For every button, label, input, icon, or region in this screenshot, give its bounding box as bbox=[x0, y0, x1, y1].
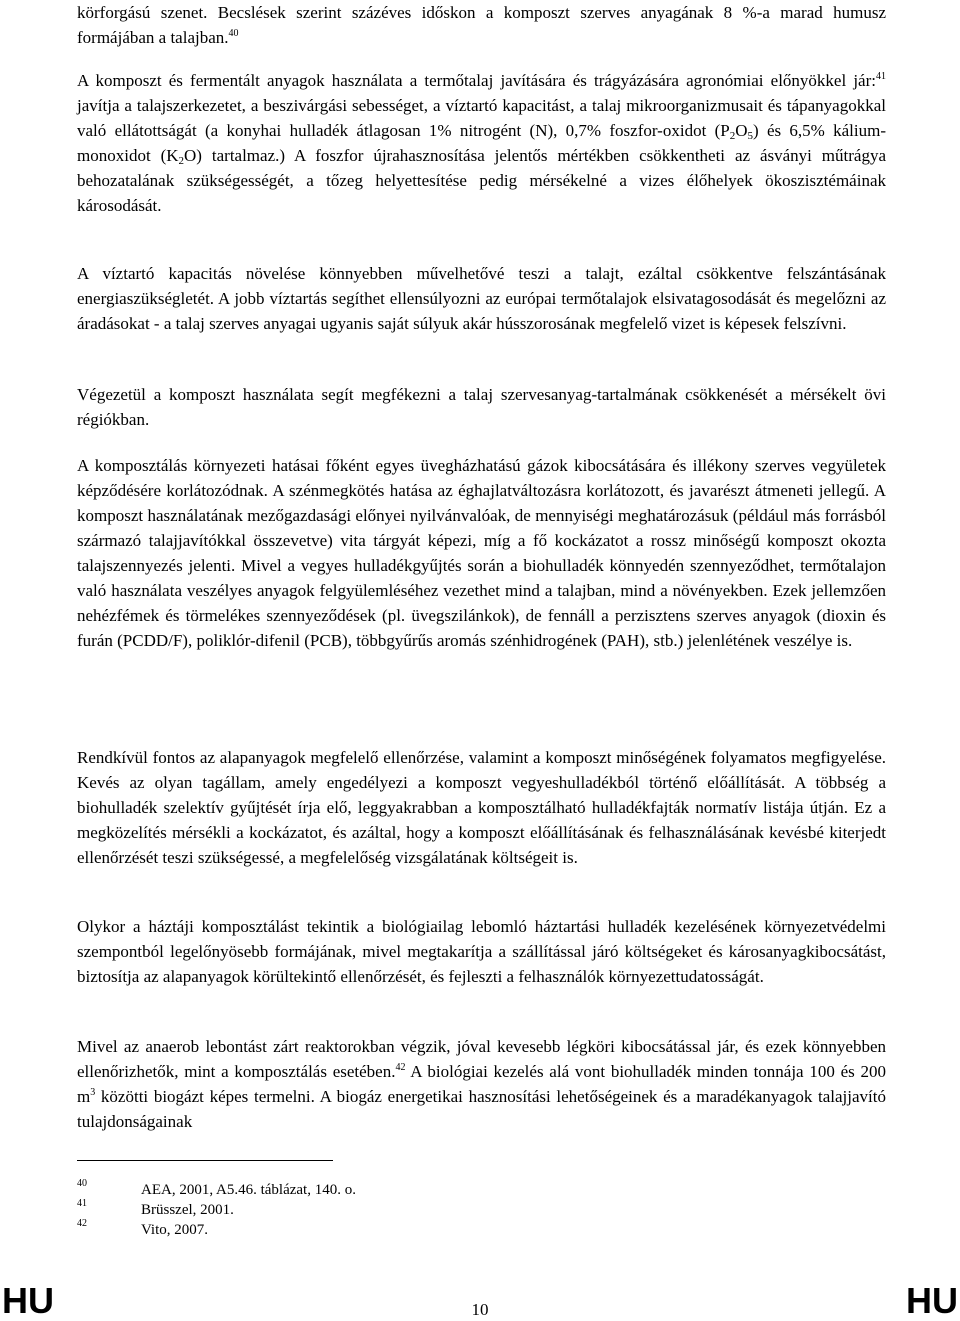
paragraph-2-text-d: ) és 6,5% kálium-monoxidot (K bbox=[77, 121, 886, 165]
subscript: 2 bbox=[178, 155, 185, 167]
paragraph-8 bbox=[77, 1034, 886, 1134]
footnote-42 bbox=[77, 1220, 677, 1240]
footnote-text: AEA, 2001, A5.46. táblázat, 140. o. bbox=[141, 1182, 356, 1198]
paragraph-3: A víztartó kapacitás növelése könnyebben művelhetővé teszi a talajt, ezáltal csökkentve felszántásának energiaszükségletét. A jobb víztartás segíthet ellensúlyozni az európai termőtalajok elsivatagosodását és megelőzni az áradásokat - a talaj szerves anyagai ugyanis saját súlyuk akár hússzorosának megfelelő vizet is képesek felszívni. bbox=[77, 264, 886, 333]
paragraph-6: Rendkívül fontos az alapanyagok megfelelő ellenőrzése, valamint a komposzt minőségének folyamatos megfigyelése. Kevés az olyan tagállam, amely engedélyezi a komposzt vegyeshulladékból történő előállítását. A többség a biohulladék szelektív gyűjtését írja elő, leggyakrabban a komposztálható hulladékfajták normatív listája útján. Ez a megközelítés mérsékli a kockázatot, és azáltal, hogy a komposzt előállításának és felhasználásának kevésbé kiterjedt ellenőrzését teszi szükségessé, a megfelelőség vizsgálatának költségeit is. bbox=[77, 748, 886, 867]
paragraph-8-text-b: A biológiai kezelés alá vont biohulladék minden tonnája 100 és 200 m bbox=[77, 1062, 886, 1106]
footer-language-left: HU bbox=[2, 1280, 54, 1321]
footnote-40 bbox=[77, 1180, 677, 1200]
paragraph-2-text-c: O bbox=[735, 121, 748, 140]
paragraph-2-text-a: A komposzt és fermentált anyagok használata a termőtalaj javítására és trágyázására agronómiai előnyökkel jár: bbox=[77, 71, 876, 90]
footnote-ref-41[interactable]: 41 bbox=[876, 71, 886, 82]
paragraph-4: Végezetül a komposzt használata segít megfékezni a talaj szervesanyag-tartalmának csökkenését a mérsékelt övi régiókban. bbox=[77, 385, 886, 429]
paragraph-1 bbox=[77, 0, 886, 50]
paragraph-7: Olykor a háztáji komposztálást tekintik a biológiailag lebomló háztartási hulladék kezelésének környezetvédelmi szempontból legelőnyösebb formájának, mivel megtakarítja a szállítással járó költségeket és károsanyagkibocsátást, biztosítja az alapanyagok körültekintő ellenőrzését, és fejleszti a felhasználók környezettudatosságát. bbox=[77, 917, 886, 986]
footnote-text: Vito, 2007. bbox=[141, 1222, 209, 1238]
paragraph-2-text-e: O) tartalmaz.) A foszfor újrahasznosítása jelentős mértékben csökkentheti az ásványi műtrágya behozatalának szükségességét, a tőzeg helyettesítése pedig mérsékelné a vizes élőhelyek ökoszisztémáinak károsodását. bbox=[77, 146, 887, 215]
footnote-text: Brüsszel, 2001. bbox=[141, 1202, 234, 1218]
footnote-ref-40[interactable]: 40 bbox=[228, 28, 239, 39]
footnotes bbox=[77, 1180, 677, 1240]
footnote-number: 40 bbox=[77, 1178, 87, 1189]
footnote-number: 41 bbox=[77, 1198, 87, 1209]
footnote-separator bbox=[77, 1160, 333, 1161]
superscript: 3 bbox=[90, 1087, 96, 1098]
paragraph-8-text-a: Mivel az anaerob lebontást zárt reaktorokban végzik, jóval kevesebb légköri kibocsátással jár, és ezek könnyebben ellenőrizhetők, mint a komposztálás esetében. bbox=[77, 1037, 886, 1081]
paragraph-2-text-b: javítja a talajszerkezetet, a beszivárgási sebességet, a víztartó kapacitást, a talaj mikroorganizmusait és tápanyagokkal való ellátottságát (a konyhai hulladék átlagosan 1% nitrogént (N), 0,7% foszfor-oxidot (P bbox=[77, 96, 886, 140]
paragraph-5: A komposztálás környezeti hatásai főként egyes üvegházhatású gázok kibocsátására és illékony szerves vegyületek képződésére korlátozódnak. A szénmegkötés hatása az éghajlatváltozásra korlátozott, és javarészt átmeneti jellegű. A komposzt használatának mezőgazdasági előnyei nyilvánvalóak, de mennyiségi meghatározásuk (például más forrásból származó talajjavítókkal összevetve) vita tárgyát képezi, míg a fő kockázatot a rossz minőségű komposzt okozta talajszennyezés jelenti. Mivel a vegyes hulladékgyűjtés során a biohulladék könnyedén szennyeződhet, termőtalajon való használata veszélyes anyagok felgyülemléséhez vezethet mind a talajban, mind a növényekben. Ezek jellemzően nehézfémek és törmelékes szennyeződések (pl. üvegszilánkok), de fennáll a perzisztens szerves anyagok (dioxin és furán (PCDD/F), poliklór-difenil (PCB), többgyűrűs aromás szénhidrogének (PAH), stb.) jelenlétének veszélye is. bbox=[77, 456, 886, 650]
footer-language-right: HU bbox=[906, 1280, 958, 1321]
paragraph-8-text-c: közötti biogázt képes termelni. A biogáz energetikai hasznosítási lehetőségeinek és a maradékanyagok talajjavító tulajdonságainak bbox=[77, 1087, 886, 1131]
paragraph-2 bbox=[77, 68, 886, 218]
paragraph-1-text: körforgású szenet. Becslések szerint százéves időskon a komposzt szerves anyagának 8 %-a marad humusz formájában a talajban. bbox=[77, 3, 886, 47]
page-number: 10 bbox=[471, 1300, 489, 1319]
footnote-41 bbox=[77, 1200, 677, 1220]
footnote-ref-42[interactable]: 42 bbox=[395, 1062, 406, 1073]
footnote-number: 42 bbox=[77, 1218, 87, 1229]
subscript: 2 bbox=[729, 130, 736, 142]
subscript: 5 bbox=[747, 130, 753, 142]
